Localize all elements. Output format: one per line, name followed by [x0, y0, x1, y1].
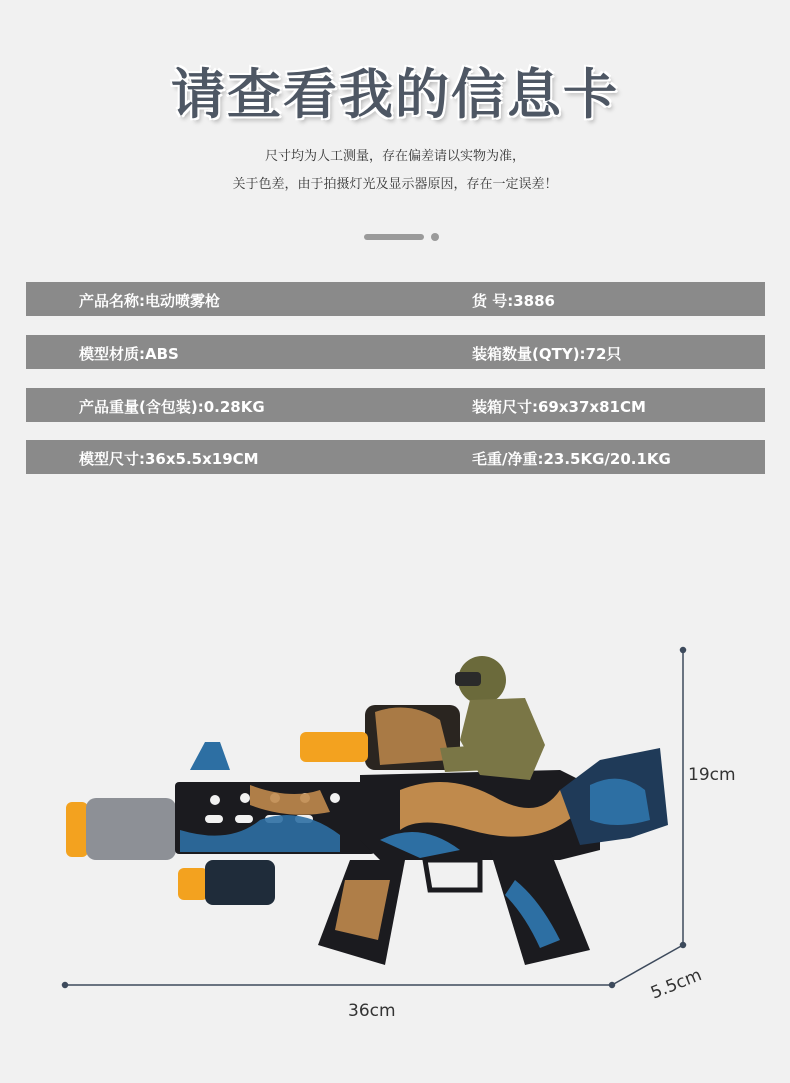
measurement-note: 尺寸均为人工测量，存在偏差请以实物为准， [264, 149, 525, 164]
item-number: 货 号:3886 [472, 292, 555, 310]
page-title: 请查看我的信息卡 [171, 63, 619, 126]
info-row [26, 440, 765, 474]
product-name: 产品名称:电动喷雾枪 [79, 292, 220, 310]
info-row [26, 388, 765, 422]
length-dimension-label: 36cm [348, 1001, 396, 1021]
toy-gun-illustration [66, 656, 668, 965]
width-dimension-label: 5.5cm [648, 965, 705, 1004]
height-dimension-label: 19cm [688, 765, 736, 785]
gross-net-weight: 毛重/净重:23.5KG/20.1KG [472, 450, 671, 468]
color-difference-note: 关于色差，由于拍摄灯光及显示器原因，存在一定误差！ [232, 177, 558, 192]
carton-quantity: 装箱数量(QTY):72只 [472, 345, 622, 363]
info-row [26, 335, 765, 369]
carton-size: 装箱尺寸:69x37x81CM [472, 398, 646, 416]
model-size: 模型尺寸:36x5.5x19CM [79, 450, 259, 468]
material: 模型材质:ABS [79, 345, 179, 363]
product-image [0, 600, 790, 1040]
divider-dot [431, 233, 439, 241]
divider-bar [364, 234, 424, 240]
info-row [26, 282, 765, 316]
product-weight: 产品重量(含包装):0.28KG [79, 398, 265, 416]
